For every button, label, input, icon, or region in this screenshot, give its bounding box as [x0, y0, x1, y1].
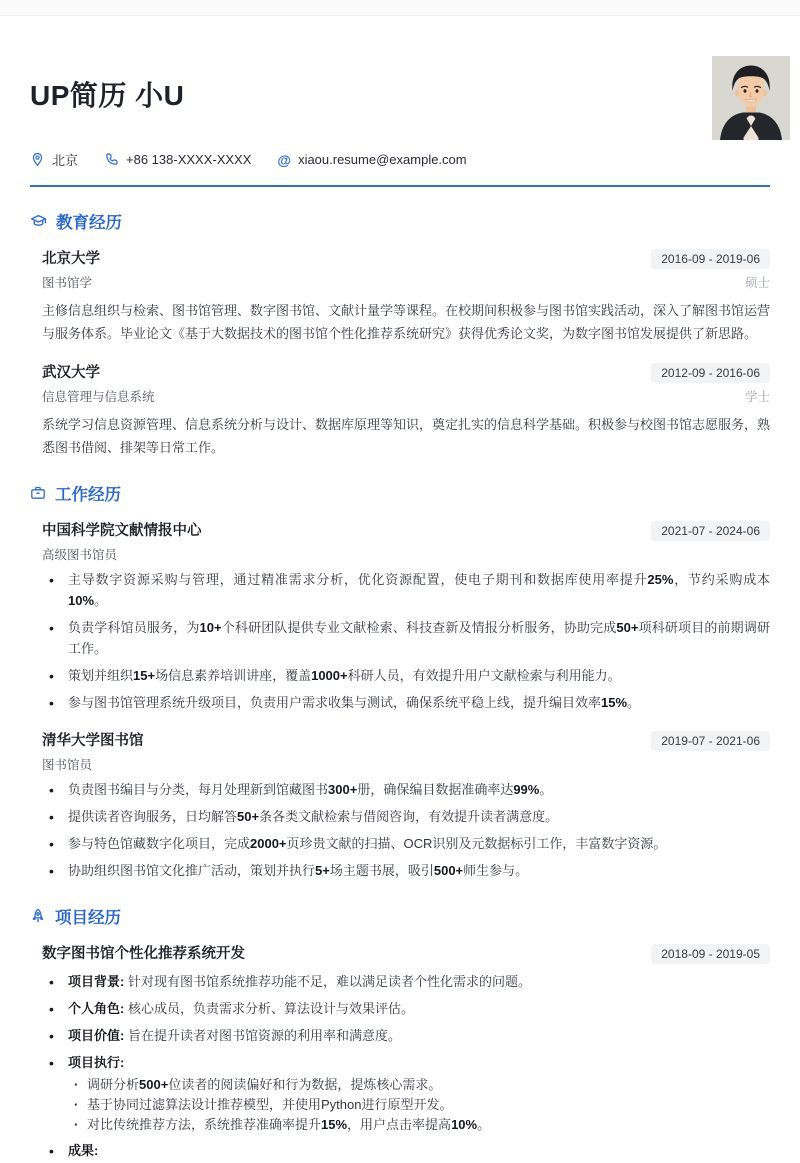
- location-icon: [30, 152, 45, 167]
- project-bullet-list: [42, 971, 770, 1162]
- date-badge: 2021-07 - 2024-06: [651, 521, 770, 541]
- contact-location-text: 北京: [52, 153, 79, 168]
- top-strip: [0, 0, 800, 16]
- bullet-item: • 成果:: [42, 1140, 770, 1161]
- school-name: 武汉大学: [42, 365, 100, 382]
- bullet-item: • 主导数字资源采购与管理，通过精准需求分析，优化资源配置，使电子期刊和数据库使用率提升25%，节约采购成本10%。: [42, 569, 770, 611]
- work-entry: [42, 731, 770, 881]
- education-description: 主修信息组织与检索、图书馆管理、数字图书馆、文献计量学等课程。在校期间积极参与图书馆实践活动，深入了解图书馆运营与服务体系。毕业论文《基于大数据技术的图书馆个性化推荐系统研究》获得优秀论文奖，为数字图书馆发展提供了新思路。: [42, 303, 771, 342]
- bullet-item: • 项目价值: 旨在提升读者对图书馆资源的利用率和满意度。: [42, 1025, 770, 1046]
- contact-email: [277, 152, 466, 167]
- bullet-item: • 个人角色: 核心成员，负责需求分析、算法设计与效果评估。: [42, 998, 770, 1019]
- section-work-header: [30, 481, 770, 505]
- degree-label: 硕士: [744, 276, 770, 291]
- degree-label: 学士: [744, 390, 770, 405]
- section-work-title: 工作经历: [55, 486, 121, 505]
- phone-icon: [104, 152, 119, 167]
- bullet-item: • 参与特色馆藏数字化项目，完成2000+页珍贵文献的扫描、OCR识别及元数据标引工作，丰富数字资源。: [42, 833, 770, 854]
- date-badge: 2019-07 - 2021-06: [651, 731, 770, 751]
- email-icon: @: [277, 151, 292, 168]
- bullet-label: 项目执行:: [68, 1054, 125, 1070]
- bullet-item: • 负责图书编目与分类，每月处理新到馆藏图书300+册，确保编目数据准确率达99%。: [42, 779, 770, 800]
- role-label: 图书馆员: [42, 758, 93, 773]
- bullet-item: • 提供读者咨询服务，日均解答50+条各类文献检索与借阅咨询，有效提升读者满意度。: [42, 806, 770, 827]
- date-badge: 2012-09 - 2016-06: [651, 363, 770, 383]
- briefcase-icon: [30, 485, 46, 501]
- section-education-header: [30, 209, 770, 233]
- section-project-header: [30, 904, 770, 928]
- sub-bullet-list: [74, 1075, 770, 1135]
- sub-bullet-item: · 对比传统推荐方法，系统推荐准确率提升15%，用户点击率提高10%。: [74, 1115, 770, 1134]
- education-description: 系统学习信息资源管理、信息系统分析与设计、数据库原理等知识，奠定扎实的信息科学基础。积极参与校图书馆志愿服务，熟悉图书借阅、排架等日常工作。: [42, 417, 771, 456]
- page-title: UP简历 小U: [30, 80, 185, 111]
- work-entry: [42, 521, 770, 713]
- profile-photo: [712, 56, 790, 140]
- major-label: 信息管理与信息系统: [42, 390, 155, 405]
- contact-phone-text: +86 138-XXXX-XXXX: [126, 152, 252, 167]
- graduation-cap-icon: [30, 213, 47, 230]
- portrait-illustration: [712, 56, 790, 140]
- bullet-item: • 参与图书馆管理系统升级项目，负责用户需求收集与测试，确保系统平稳上线，提升编目效率15%。: [42, 692, 770, 713]
- contact-location: [30, 150, 78, 169]
- bullet-item: • 负责学科馆员服务，为10+个科研团队提供专业文献检索、科技查新及情报分析服务，协助完成50+项科研项目的前期调研工作。: [42, 617, 770, 659]
- contact-email-text: xiaou.resume@example.com: [298, 152, 467, 167]
- contact-phone: [104, 152, 251, 167]
- date-badge: 2018-09 - 2019-05: [651, 944, 770, 964]
- education-entry: [42, 363, 770, 459]
- bullet-item: • 协助组织图书馆文化推广活动，策划并执行5+场主题书展，吸引500+师生参与。: [42, 860, 770, 881]
- header-divider: [30, 185, 770, 187]
- project-entry: [42, 944, 770, 1162]
- section-education: [30, 209, 770, 459]
- school-name: 北京大学: [42, 251, 100, 267]
- section-project: [30, 904, 770, 1162]
- section-project-title: 项目经历: [55, 908, 121, 927]
- project-name: 数字图书馆个性化推荐系统开发: [42, 945, 245, 962]
- sub-bullet-item: · 基于协同过滤算法设计推荐模型，并使用Python进行原型开发。: [74, 1095, 770, 1114]
- major-label: 图书馆学: [42, 276, 93, 291]
- bullet-item: [42, 1052, 770, 1135]
- section-work: [30, 481, 770, 882]
- role-label: 高级图书馆员: [42, 548, 118, 563]
- bullet-item: • 项目背景: 针对现有图书馆系统推荐功能不足，难以满足读者个性化需求的问题。: [42, 971, 770, 992]
- company-name: 中国科学院文献情报中心: [42, 523, 202, 540]
- contact-row: [30, 150, 770, 169]
- work-bullet-list: [42, 569, 770, 713]
- date-badge: 2016-09 - 2019-06: [651, 249, 770, 269]
- section-education-title: 教育经历: [56, 214, 122, 232]
- sub-bullet-item: · 调研分析500+位读者的阅读偏好和行为数据，提炼核心需求。: [74, 1075, 770, 1094]
- company-name: 清华大学图书馆: [42, 733, 144, 750]
- bullet-item: • 策划并组织15+场信息素养培训讲座，覆盖1000+科研人员，有效提升用户文献检索与利用能力。: [42, 665, 770, 686]
- education-entry: [42, 249, 770, 345]
- work-bullet-list: [42, 779, 770, 881]
- rocket-icon: [30, 908, 46, 924]
